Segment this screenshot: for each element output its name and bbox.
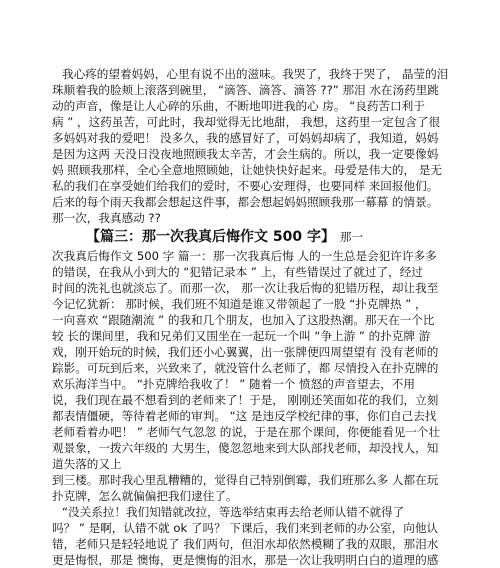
text-line: 到三楼。那时我心里乱糟糟的，觉得自己特别倒霉，我们班那么多 人都在玩 [52,473,439,487]
text-line: 今记忆犹新： 那时候，我们班不知道是谁又带领起了一股 “扑克牌热 ” ， [52,297,427,311]
text-line: 道失落的又上 [52,457,122,471]
text-line: 私的我们在享受她们给我们的爱时，不要心安理得，也要同样 来回报他们。 [52,179,439,193]
text-line: 后来的每个雨天我都会想起这件事，都会想起妈妈照顾我那一幕幕 的情景。 [52,195,439,209]
text-line: 戏，刚开始玩的时候，我们还小心翼翼，出一张牌便四周望望有 没有老师的 [52,345,439,359]
text-line: “没关系拉！我们知错就改拉，等选举结束再去给老师认错不就得了 [62,505,405,519]
text-line: 动的声音，像是让人心碎的乐曲，不断地叩进我的心 房。 “良药苦口利于 [52,99,425,113]
text-line: 的错误，在我从小到大的 “犯错记录本 ” 上，有些错误过了就过了，经过 [52,265,423,279]
text-line: 时间的洗礼也就淡忘了。而那一次， 那一次让我后悔的犯错历程，却让我至 [52,281,439,295]
text-line: 欢乐海洋当中。 “扑克牌给我收了！ ” 随着一个 愤怒的声音望去，不用 [52,377,415,391]
text-line: 珠顺着我的脸颊上滚落到碗里， “滴答、滴答、滴答 ??” 那泪 水在汤药里跳 [52,83,439,97]
text-line: 都表情僵硬，等待着老师的审判。 “这 是违反学校纪律的事，你们自己去找 [52,409,437,423]
text-line: 妈 照顾我那样，全心全意地照顾她，让她快快好起来。母爱是伟大的， 是无 [52,163,442,177]
text-line: 吗？ ” 是啊，认错不就 ok 了吗？ 下课后，我们来到老师的办公室，向他认 [52,521,439,535]
text-line: 多妈妈对我的爱吧！ 没多久，我的感冒好了，可妈妈却病了，我知道，妈妈 [52,131,439,145]
text-line: 一向喜欢 “跟随潮流 ” 的我和几个朋友，也加入了这股热潮。那天在一个比 [52,313,435,327]
text-line: 那一次，我真感动 ?? [52,211,161,225]
text-line: 次我真后悔作文 500 字 篇一：那一次我真后悔 人的一生总是会犯许许多多 [52,249,437,263]
text-line: 错，老师只是轻轻地说了 我们两句，但泪水却依然模糊了我的双眼，那泪水 [52,537,439,551]
text-line: 说，我们现在最不想看到的老师来了！于是， 刚刚还笑面如花的我们，立刻 [52,393,439,407]
section-heading-tail: 那一 [339,230,364,244]
text-line: 更是悔恨，那是 懊悔，更是懊悔的泪水，那是一次让我明明白白的道理的感 [52,553,439,567]
text-line: 老师看着办吧！ ” 老师气气忽忽 的说，于是在那个课间，你便能看见一个壮 [52,425,441,439]
section-heading-title: 【篇三：那一次我真后悔作文 500 字】 [86,229,335,245]
text-line: 较 长的课间里，我和兄弟们又围坐在一起玩一个叫 “争上游 ” 的扑克牌 游 [52,329,431,343]
text-line: 病 ” ，这药虽苦，可此时，我却觉得无比地甜， 我想，这药里一定包含了很 [52,115,441,129]
text-line: 扑克牌，怎么就偏偏把我们逮住了。 [52,489,238,503]
text-line: 踪影。可玩到后来，兴致来了，就没管什么老师了，都 尽情投入在扑克牌的 [52,361,439,375]
section-heading [86,228,496,246]
text-line: 观景象，一拨六年级的 大男生，傻忽忽地来到大队部找老师，却没找人，知 [52,441,439,455]
text-line: 是因为这两 天没日没夜地照顾我太辛苦，才会生病的。所以，我一定要像妈 [52,147,439,161]
text-line: 我心疼的望着妈妈，心里有说不出的滋味。我哭了，我终于哭了， 晶莹的泪 [62,67,449,81]
